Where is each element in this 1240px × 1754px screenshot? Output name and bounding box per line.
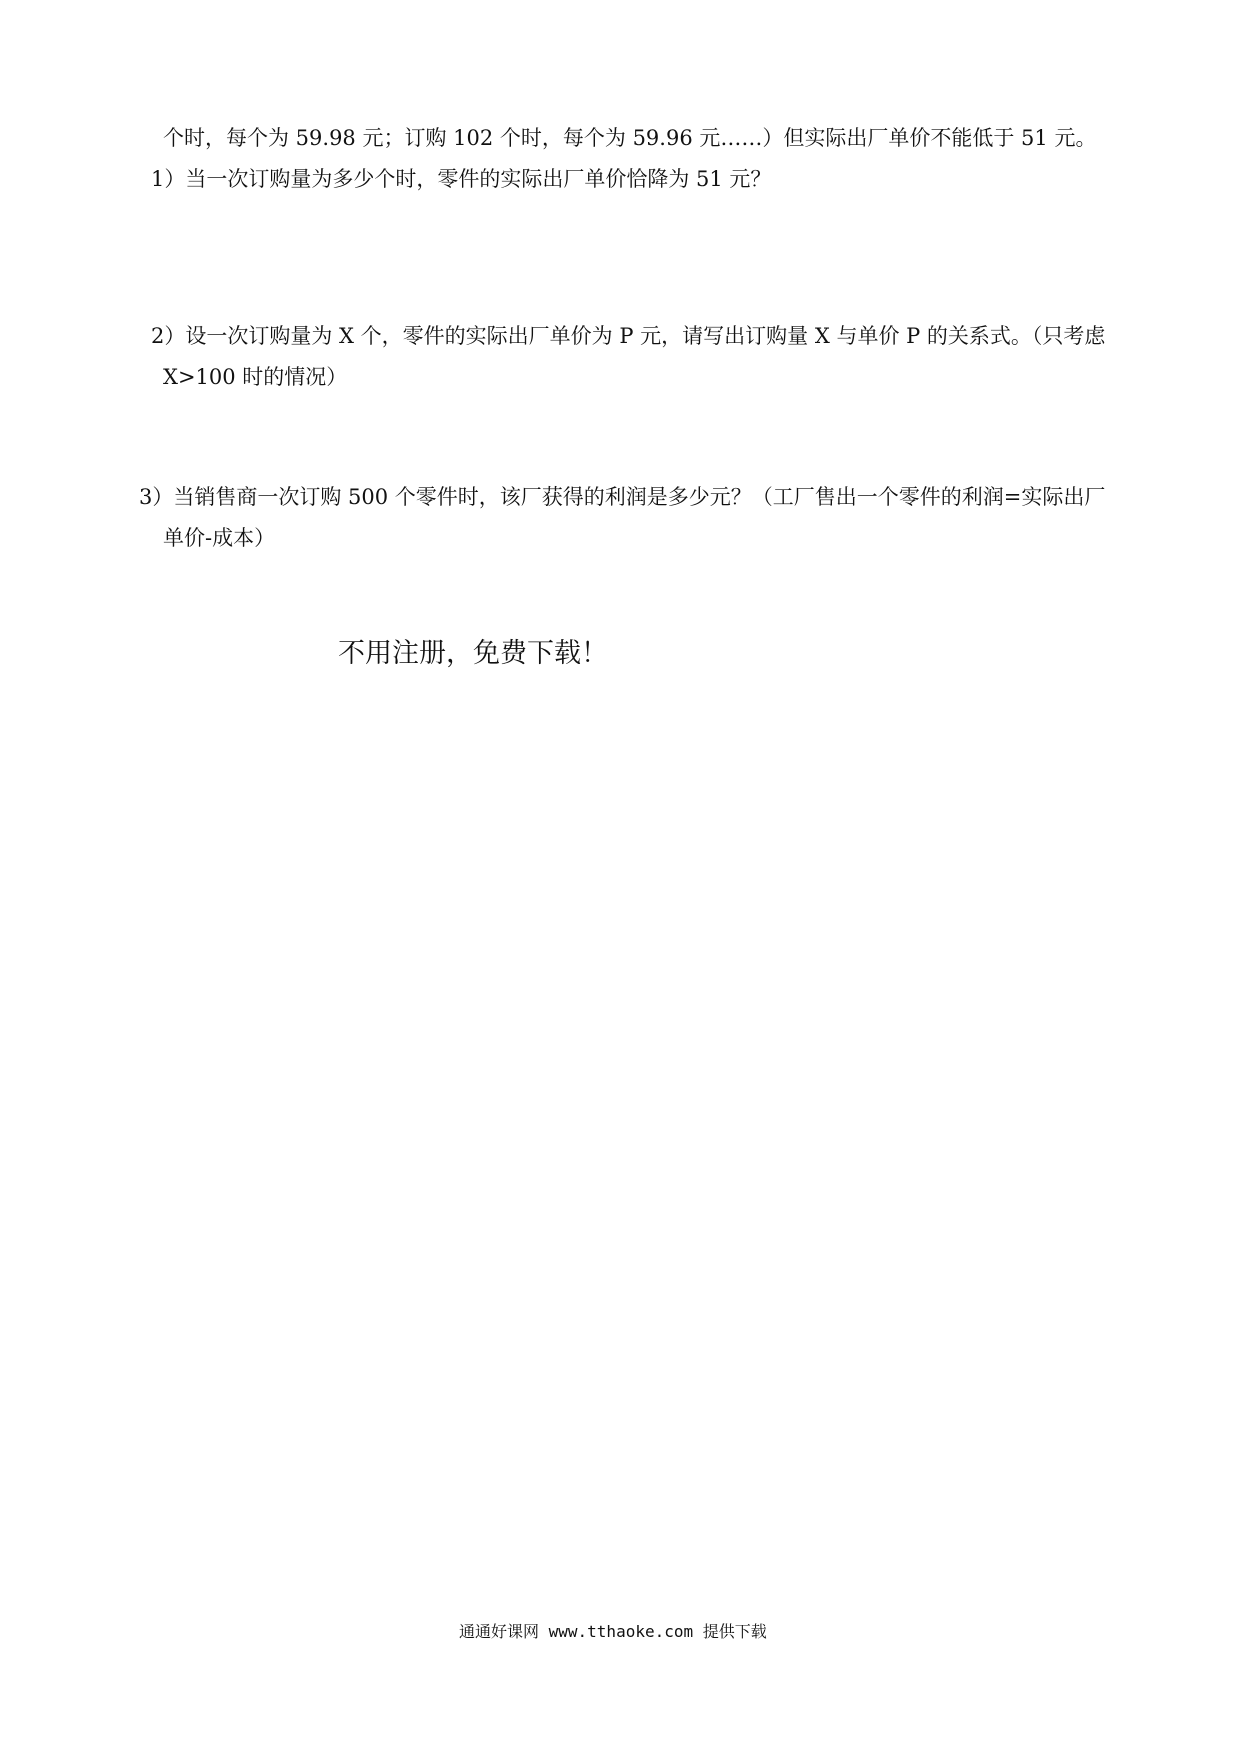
question-3-line-1: 3）当销售商一次订购 500 个零件时，该厂获得的利润是多少元？（工厂售出一个零件的利润=实际出厂: [139, 485, 1106, 509]
page-footer: 通通好课网 www.tthaoke.com 提供下载: [459, 1622, 767, 1641]
question-2-line-2: X>100 时的情况）: [163, 365, 348, 389]
promo-text: 不用注册，免费下载！: [338, 638, 608, 669]
question-3-line-2: 单价-成本）: [163, 526, 276, 550]
problem-text-continuation: 个时，每个为 59.98 元；订购 102 个时，每个为 59.96 元……）但实际出厂单价不能低于 51 元。: [163, 126, 1097, 150]
question-1: 1）当一次订购量为多少个时，零件的实际出厂单价恰降为 51 元？: [151, 167, 772, 191]
question-2-line-1: 2）设一次订购量为 X 个，零件的实际出厂单价为 P 元，请写出订购量 X 与单价 P 的关系式。（只考虑: [151, 324, 1106, 348]
